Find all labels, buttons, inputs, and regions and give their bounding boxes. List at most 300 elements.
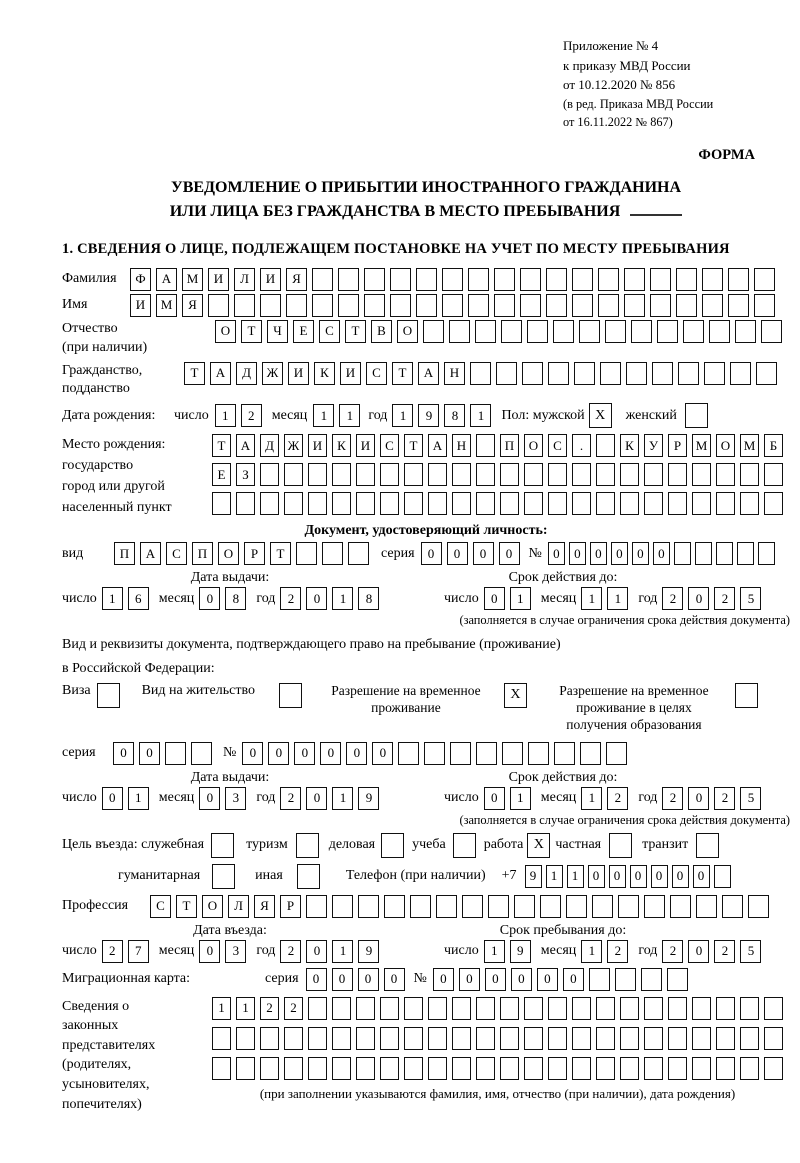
char-cell[interactable] — [579, 320, 600, 343]
char-cell[interactable] — [332, 895, 353, 918]
char-cell[interactable]: В — [371, 320, 392, 343]
char-cell[interactable]: П — [500, 434, 519, 457]
char-cell[interactable] — [470, 362, 491, 385]
char-cell[interactable] — [428, 463, 447, 486]
char-cell[interactable]: 1 — [339, 404, 360, 427]
char-cell[interactable] — [764, 463, 783, 486]
char-cell[interactable]: Т — [241, 320, 262, 343]
char-cell[interactable]: К — [620, 434, 639, 457]
purpose-work-checkbox[interactable]: X — [527, 833, 550, 858]
char-cell[interactable] — [284, 1027, 303, 1050]
char-cell[interactable] — [476, 492, 495, 515]
char-cell[interactable]: 1 — [510, 587, 531, 610]
char-cell[interactable] — [657, 320, 678, 343]
char-cell[interactable]: 0 — [588, 865, 605, 888]
char-cell[interactable] — [312, 268, 333, 291]
char-cell[interactable] — [528, 742, 549, 765]
char-cell[interactable] — [761, 320, 782, 343]
char-cell[interactable] — [572, 1057, 591, 1080]
char-cell[interactable]: Е — [212, 463, 231, 486]
char-cell[interactable] — [404, 997, 423, 1020]
char-cell[interactable]: 0 — [372, 742, 393, 765]
char-cell[interactable]: 0 — [688, 940, 709, 963]
char-cell[interactable] — [332, 997, 351, 1020]
char-cell[interactable] — [548, 492, 567, 515]
char-cell[interactable]: Б — [764, 434, 783, 457]
char-cell[interactable] — [596, 1057, 615, 1080]
char-cell[interactable]: О — [218, 542, 239, 565]
char-cell[interactable] — [716, 1027, 735, 1050]
purpose-business-checkbox[interactable] — [381, 833, 404, 858]
char-cell[interactable]: 0 — [384, 968, 405, 991]
char-cell[interactable] — [740, 492, 759, 515]
char-cell[interactable] — [598, 294, 619, 317]
char-cell[interactable]: 0 — [688, 787, 709, 810]
char-cell[interactable] — [476, 997, 495, 1020]
char-cell[interactable] — [384, 895, 405, 918]
char-cell[interactable] — [548, 997, 567, 1020]
char-cell[interactable] — [520, 294, 541, 317]
char-cell[interactable] — [524, 463, 543, 486]
char-cell[interactable] — [678, 362, 699, 385]
char-cell[interactable] — [348, 542, 369, 565]
char-cell[interactable] — [332, 1057, 351, 1080]
char-cell[interactable]: 0 — [294, 742, 315, 765]
char-cell[interactable]: М — [156, 294, 177, 317]
char-cell[interactable]: 0 — [306, 787, 327, 810]
char-cell[interactable] — [500, 463, 519, 486]
char-cell[interactable] — [500, 1057, 519, 1080]
char-cell[interactable] — [476, 1027, 495, 1050]
char-cell[interactable] — [332, 492, 351, 515]
char-cell[interactable]: 0 — [569, 542, 586, 565]
char-cell[interactable] — [308, 1057, 327, 1080]
char-cell[interactable] — [410, 895, 431, 918]
char-cell[interactable] — [716, 492, 735, 515]
char-cell[interactable]: И — [260, 268, 281, 291]
char-cell[interactable] — [500, 997, 519, 1020]
char-cell[interactable]: 5 — [740, 587, 761, 610]
char-cell[interactable]: Т — [184, 362, 205, 385]
char-cell[interactable] — [756, 362, 777, 385]
purpose-tourism-checkbox[interactable] — [296, 833, 319, 858]
char-cell[interactable] — [212, 1027, 231, 1050]
char-cell[interactable]: А — [418, 362, 439, 385]
char-cell[interactable] — [452, 1027, 471, 1050]
char-cell[interactable] — [606, 742, 627, 765]
char-cell[interactable] — [476, 434, 495, 457]
char-cell[interactable] — [644, 492, 663, 515]
char-cell[interactable]: Л — [228, 895, 249, 918]
char-cell[interactable] — [494, 268, 515, 291]
char-cell[interactable] — [572, 1027, 591, 1050]
char-cell[interactable] — [338, 294, 359, 317]
char-cell[interactable] — [236, 1057, 255, 1080]
char-cell[interactable] — [605, 320, 626, 343]
char-cell[interactable] — [442, 294, 463, 317]
char-cell[interactable] — [260, 492, 279, 515]
char-cell[interactable] — [356, 1027, 375, 1050]
char-cell[interactable]: О — [215, 320, 236, 343]
char-cell[interactable]: 1 — [215, 404, 236, 427]
char-cell[interactable]: О — [716, 434, 735, 457]
char-cell[interactable]: 1 — [332, 940, 353, 963]
char-cell[interactable] — [527, 320, 548, 343]
char-cell[interactable]: 1 — [607, 587, 628, 610]
char-cell[interactable]: 8 — [358, 587, 379, 610]
char-cell[interactable] — [704, 362, 725, 385]
char-cell[interactable]: Р — [280, 895, 301, 918]
sex-male-checkbox[interactable]: X — [589, 403, 612, 428]
char-cell[interactable] — [332, 1027, 351, 1050]
char-cell[interactable]: 0 — [113, 742, 134, 765]
char-cell[interactable] — [596, 492, 615, 515]
char-cell[interactable] — [423, 320, 444, 343]
char-cell[interactable] — [380, 1027, 399, 1050]
char-cell[interactable]: 0 — [485, 968, 506, 991]
char-cell[interactable]: 0 — [242, 742, 263, 765]
char-cell[interactable]: 0 — [306, 587, 327, 610]
char-cell[interactable]: 2 — [102, 940, 123, 963]
char-cell[interactable] — [308, 492, 327, 515]
char-cell[interactable] — [416, 268, 437, 291]
char-cell[interactable]: 8 — [225, 587, 246, 610]
char-cell[interactable] — [548, 1027, 567, 1050]
char-cell[interactable] — [722, 895, 743, 918]
char-cell[interactable] — [212, 492, 231, 515]
char-cell[interactable]: 1 — [102, 587, 123, 610]
char-cell[interactable]: Д — [260, 434, 279, 457]
char-cell[interactable]: У — [644, 434, 663, 457]
char-cell[interactable] — [308, 997, 327, 1020]
char-cell[interactable]: 0 — [332, 968, 353, 991]
char-cell[interactable] — [692, 1057, 711, 1080]
char-cell[interactable] — [668, 1057, 687, 1080]
char-cell[interactable]: Т — [176, 895, 197, 918]
char-cell[interactable]: 1 — [128, 787, 149, 810]
char-cell[interactable] — [476, 1057, 495, 1080]
char-cell[interactable] — [404, 492, 423, 515]
char-cell[interactable]: И — [208, 268, 229, 291]
char-cell[interactable] — [683, 320, 704, 343]
char-cell[interactable]: 0 — [688, 587, 709, 610]
char-cell[interactable] — [580, 742, 601, 765]
char-cell[interactable] — [452, 492, 471, 515]
char-cell[interactable] — [356, 492, 375, 515]
char-cell[interactable]: 1 — [332, 587, 353, 610]
char-cell[interactable]: 0 — [499, 542, 520, 565]
char-cell[interactable] — [462, 895, 483, 918]
char-cell[interactable]: Ф — [130, 268, 151, 291]
char-cell[interactable]: 1 — [392, 404, 413, 427]
char-cell[interactable] — [442, 268, 463, 291]
char-cell[interactable]: 0 — [320, 742, 341, 765]
char-cell[interactable] — [546, 268, 567, 291]
char-cell[interactable]: 0 — [346, 742, 367, 765]
char-cell[interactable] — [676, 268, 697, 291]
char-cell[interactable]: 2 — [607, 787, 628, 810]
char-cell[interactable]: С — [380, 434, 399, 457]
purpose-private-checkbox[interactable] — [609, 833, 632, 858]
visa-checkbox[interactable] — [97, 683, 120, 708]
char-cell[interactable] — [620, 492, 639, 515]
char-cell[interactable] — [524, 997, 543, 1020]
char-cell[interactable]: 3 — [225, 787, 246, 810]
char-cell[interactable] — [670, 895, 691, 918]
sex-female-checkbox[interactable] — [685, 403, 708, 428]
char-cell[interactable]: 9 — [358, 787, 379, 810]
char-cell[interactable] — [284, 1057, 303, 1080]
char-cell[interactable]: 0 — [632, 542, 649, 565]
char-cell[interactable] — [598, 268, 619, 291]
char-cell[interactable]: С — [366, 362, 387, 385]
char-cell[interactable]: С — [548, 434, 567, 457]
char-cell[interactable]: А — [428, 434, 447, 457]
char-cell[interactable] — [596, 434, 615, 457]
char-cell[interactable]: 2 — [714, 787, 735, 810]
char-cell[interactable]: С — [150, 895, 171, 918]
char-cell[interactable]: А — [236, 434, 255, 457]
char-cell[interactable]: 8 — [444, 404, 465, 427]
char-cell[interactable]: И — [130, 294, 151, 317]
char-cell[interactable] — [364, 294, 385, 317]
char-cell[interactable]: М — [182, 268, 203, 291]
char-cell[interactable]: С — [319, 320, 340, 343]
char-cell[interactable] — [390, 294, 411, 317]
char-cell[interactable]: 0 — [484, 787, 505, 810]
char-cell[interactable] — [468, 294, 489, 317]
char-cell[interactable] — [332, 463, 351, 486]
char-cell[interactable]: 0 — [139, 742, 160, 765]
char-cell[interactable]: Е — [293, 320, 314, 343]
char-cell[interactable] — [364, 268, 385, 291]
char-cell[interactable] — [476, 742, 497, 765]
char-cell[interactable]: З — [236, 463, 255, 486]
char-cell[interactable] — [730, 362, 751, 385]
char-cell[interactable]: 2 — [284, 997, 303, 1020]
char-cell[interactable]: Т — [392, 362, 413, 385]
char-cell[interactable] — [620, 1057, 639, 1080]
char-cell[interactable]: 2 — [280, 940, 301, 963]
char-cell[interactable]: 2 — [662, 787, 683, 810]
char-cell[interactable]: 2 — [607, 940, 628, 963]
char-cell[interactable]: П — [192, 542, 213, 565]
char-cell[interactable]: Л — [234, 268, 255, 291]
char-cell[interactable] — [284, 463, 303, 486]
char-cell[interactable] — [548, 1057, 567, 1080]
char-cell[interactable]: 0 — [199, 940, 220, 963]
char-cell[interactable]: Я — [286, 268, 307, 291]
char-cell[interactable] — [308, 463, 327, 486]
char-cell[interactable]: 9 — [358, 940, 379, 963]
char-cell[interactable] — [737, 542, 754, 565]
char-cell[interactable] — [728, 294, 749, 317]
char-cell[interactable]: 0 — [563, 968, 584, 991]
char-cell[interactable]: 1 — [581, 940, 602, 963]
char-cell[interactable]: 9 — [525, 865, 542, 888]
char-cell[interactable] — [652, 362, 673, 385]
char-cell[interactable] — [668, 492, 687, 515]
char-cell[interactable] — [740, 997, 759, 1020]
char-cell[interactable]: 7 — [128, 940, 149, 963]
char-cell[interactable] — [696, 895, 717, 918]
char-cell[interactable]: 0 — [421, 542, 442, 565]
char-cell[interactable] — [449, 320, 470, 343]
char-cell[interactable]: М — [692, 434, 711, 457]
char-cell[interactable]: 0 — [672, 865, 689, 888]
char-cell[interactable]: 0 — [630, 865, 647, 888]
char-cell[interactable]: Ч — [267, 320, 288, 343]
char-cell[interactable] — [716, 542, 733, 565]
char-cell[interactable] — [728, 268, 749, 291]
char-cell[interactable]: . — [572, 434, 591, 457]
char-cell[interactable] — [650, 294, 671, 317]
char-cell[interactable]: 2 — [662, 940, 683, 963]
char-cell[interactable] — [524, 1027, 543, 1050]
char-cell[interactable]: 1 — [567, 865, 584, 888]
char-cell[interactable] — [641, 968, 662, 991]
char-cell[interactable] — [500, 492, 519, 515]
char-cell[interactable] — [208, 294, 229, 317]
char-cell[interactable] — [626, 362, 647, 385]
char-cell[interactable] — [674, 542, 691, 565]
char-cell[interactable]: 0 — [511, 968, 532, 991]
char-cell[interactable] — [574, 362, 595, 385]
char-cell[interactable] — [260, 1057, 279, 1080]
char-cell[interactable] — [589, 968, 610, 991]
char-cell[interactable] — [692, 492, 711, 515]
char-cell[interactable]: 0 — [611, 542, 628, 565]
purpose-official-checkbox[interactable] — [211, 833, 234, 858]
char-cell[interactable] — [496, 362, 517, 385]
char-cell[interactable]: 2 — [714, 587, 735, 610]
char-cell[interactable]: 0 — [693, 865, 710, 888]
char-cell[interactable] — [740, 463, 759, 486]
char-cell[interactable] — [404, 463, 423, 486]
char-cell[interactable] — [716, 997, 735, 1020]
char-cell[interactable]: 1 — [484, 940, 505, 963]
char-cell[interactable] — [236, 492, 255, 515]
char-cell[interactable] — [306, 895, 327, 918]
temp-permit-edu-checkbox[interactable] — [735, 683, 758, 708]
char-cell[interactable]: 2 — [714, 940, 735, 963]
char-cell[interactable]: Т — [345, 320, 366, 343]
char-cell[interactable] — [501, 320, 522, 343]
char-cell[interactable]: 0 — [484, 587, 505, 610]
char-cell[interactable] — [488, 895, 509, 918]
char-cell[interactable] — [356, 997, 375, 1020]
char-cell[interactable]: 2 — [280, 587, 301, 610]
char-cell[interactable] — [476, 463, 495, 486]
char-cell[interactable]: 3 — [225, 940, 246, 963]
char-cell[interactable] — [452, 997, 471, 1020]
char-cell[interactable] — [520, 268, 541, 291]
char-cell[interactable]: О — [397, 320, 418, 343]
char-cell[interactable] — [502, 742, 523, 765]
char-cell[interactable]: О — [202, 895, 223, 918]
char-cell[interactable]: 1 — [470, 404, 491, 427]
char-cell[interactable] — [644, 1027, 663, 1050]
char-cell[interactable] — [600, 362, 621, 385]
char-cell[interactable] — [404, 1057, 423, 1080]
char-cell[interactable]: 0 — [459, 968, 480, 991]
char-cell[interactable] — [764, 1027, 783, 1050]
char-cell[interactable] — [338, 268, 359, 291]
char-cell[interactable] — [428, 492, 447, 515]
char-cell[interactable]: 1 — [212, 997, 231, 1020]
char-cell[interactable] — [695, 542, 712, 565]
char-cell[interactable]: М — [740, 434, 759, 457]
char-cell[interactable] — [754, 268, 775, 291]
char-cell[interactable]: О — [524, 434, 543, 457]
char-cell[interactable] — [644, 895, 665, 918]
char-cell[interactable]: 9 — [418, 404, 439, 427]
char-cell[interactable]: 0 — [199, 587, 220, 610]
char-cell[interactable] — [624, 294, 645, 317]
char-cell[interactable]: 1 — [546, 865, 563, 888]
char-cell[interactable] — [475, 320, 496, 343]
char-cell[interactable] — [390, 268, 411, 291]
char-cell[interactable] — [758, 542, 775, 565]
char-cell[interactable] — [624, 268, 645, 291]
char-cell[interactable] — [735, 320, 756, 343]
char-cell[interactable]: 2 — [662, 587, 683, 610]
char-cell[interactable] — [596, 463, 615, 486]
char-cell[interactable] — [322, 542, 343, 565]
char-cell[interactable]: 0 — [102, 787, 123, 810]
char-cell[interactable] — [514, 895, 535, 918]
char-cell[interactable] — [296, 542, 317, 565]
char-cell[interactable]: Д — [236, 362, 257, 385]
char-cell[interactable] — [748, 895, 769, 918]
char-cell[interactable]: Ж — [262, 362, 283, 385]
char-cell[interactable]: К — [314, 362, 335, 385]
char-cell[interactable]: 0 — [609, 865, 626, 888]
char-cell[interactable] — [212, 1057, 231, 1080]
char-cell[interactable] — [356, 1057, 375, 1080]
char-cell[interactable] — [260, 1027, 279, 1050]
char-cell[interactable]: 1 — [581, 587, 602, 610]
char-cell[interactable]: 0 — [306, 940, 327, 963]
char-cell[interactable]: А — [156, 268, 177, 291]
char-cell[interactable] — [260, 463, 279, 486]
char-cell[interactable] — [358, 895, 379, 918]
char-cell[interactable] — [404, 1027, 423, 1050]
char-cell[interactable] — [620, 997, 639, 1020]
char-cell[interactable] — [416, 294, 437, 317]
char-cell[interactable] — [644, 997, 663, 1020]
char-cell[interactable] — [165, 742, 186, 765]
char-cell[interactable]: 2 — [241, 404, 262, 427]
char-cell[interactable]: 2 — [280, 787, 301, 810]
char-cell[interactable] — [740, 1027, 759, 1050]
char-cell[interactable]: А — [210, 362, 231, 385]
char-cell[interactable] — [668, 997, 687, 1020]
purpose-other-checkbox[interactable] — [297, 864, 320, 889]
char-cell[interactable] — [428, 997, 447, 1020]
char-cell[interactable]: Т — [212, 434, 231, 457]
char-cell[interactable] — [618, 895, 639, 918]
char-cell[interactable] — [548, 362, 569, 385]
char-cell[interactable] — [548, 463, 567, 486]
char-cell[interactable] — [764, 997, 783, 1020]
char-cell[interactable] — [553, 320, 574, 343]
char-cell[interactable] — [380, 1057, 399, 1080]
char-cell[interactable] — [436, 895, 457, 918]
char-cell[interactable] — [714, 865, 731, 888]
char-cell[interactable] — [554, 742, 575, 765]
char-cell[interactable]: 5 — [740, 940, 761, 963]
